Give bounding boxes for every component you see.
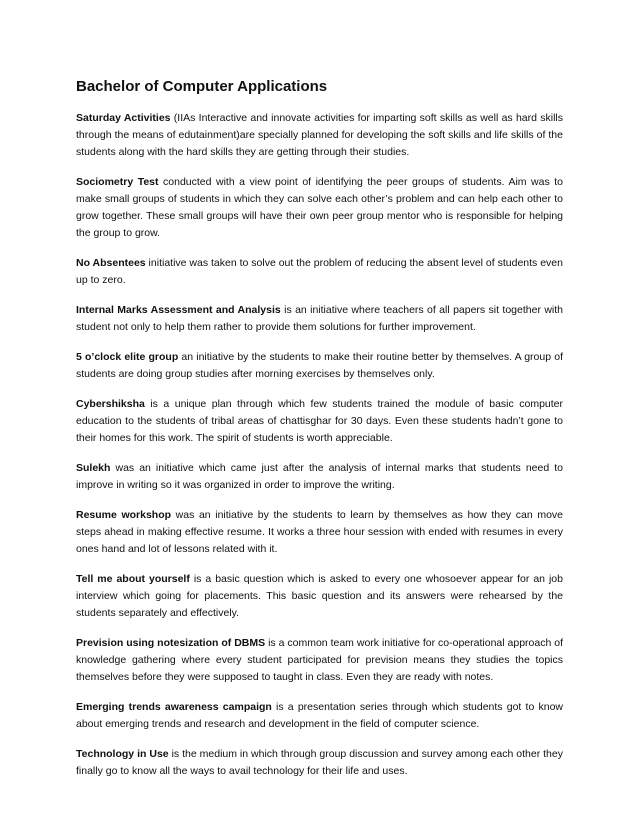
paragraph-tell-me-about-yourself — [76, 571, 563, 622]
paragraph-term: Internal Marks Assessment and Analysis — [76, 304, 281, 316]
paragraph-text: is a presentation series through which students got to know about emerging trends and research and development in the field of computer science. — [76, 701, 564, 730]
paragraph-cybershiksha — [76, 396, 563, 447]
paragraph-elite-group — [76, 349, 563, 383]
paragraph-no-absentees — [76, 255, 563, 289]
paragraph-saturday-activities — [76, 110, 563, 161]
paragraph-term: Prevision using notesization of DBMS — [76, 637, 266, 649]
paragraph-term: 5 o’clock elite group — [76, 351, 179, 363]
paragraph-term: Cybershiksha — [76, 398, 145, 410]
paragraph-text: is a common team work initiative for co-operational approach of knowledge gathering where every student participated for prevision means they studies the topics themselves before they were supposed to taught in class. Even they are ready with notes. — [76, 637, 564, 683]
paragraph-term: Tell me about yourself — [76, 573, 190, 585]
paragraph-text: was an initiative which came just after the analysis of internal marks that students need to improve in writing so it was organized in order to improve the writing. — [76, 462, 563, 491]
page-title: Bachelor of Computer Applications — [76, 78, 328, 95]
paragraph-text: is the medium in which through group discussion and survey among each other they finally go to know all the ways to avail technology for their life and uses. — [76, 748, 563, 777]
paragraph-text: is a unique plan through which few students trained the module of basic computer education to the students of tribal areas of chattisghar for 30 days. Even these students hadn’t gone to their homes for this work. The spirit of students is worth appreciable. — [76, 398, 563, 444]
paragraph-sociometry-test — [76, 174, 563, 242]
paragraph-term: Saturday Activities — [76, 112, 171, 124]
paragraph-text: was an initiative by the students to learn by themselves as how they can move steps ahead in making effective resume. It works a three hour session with ended with resumes in every ones hand and lot of lessons related with it. — [76, 509, 564, 555]
paragraph-text: is an initiative where teachers of all papers sit together with student not only to help them rather to provide them solutions for further improvement. — [76, 304, 564, 333]
paragraph-term: Sociometry Test — [76, 176, 159, 188]
paragraph-emerging-trends — [76, 699, 563, 733]
paragraph-text: (IIAs Interactive and innovate activities for imparting soft skills as well as hard skills through the means of edutainment)are specially planned for developing the soft skills and life skills of the students along with the hard skills they are getting through their studies. — [76, 112, 563, 158]
paragraph-term: Technology in Use — [76, 748, 169, 760]
paragraph-internal-marks — [76, 302, 563, 336]
paragraph-technology-in-use — [76, 746, 563, 780]
paragraph-prevision-dbms — [76, 635, 563, 686]
paragraph-text: initiative was taken to solve out the problem of reducing the absent level of students even up to zero. — [76, 257, 563, 286]
paragraph-text: conducted with a view point of identifying the peer groups of students. Aim was to make small groups of students in which they can solve each other’s problem and can help each other to grow together. These small groups will have their own peer group mentor who is responsible for helping the group to grow. — [76, 176, 563, 239]
paragraph-text: an initiative by the students to make their routine better by themselves. A group of students are doing group studies after morning exercises by themselves only. — [76, 351, 563, 380]
paragraph-sulekh — [76, 460, 563, 494]
paragraph-term: Sulekh — [76, 462, 111, 474]
paragraph-term: Resume workshop — [76, 509, 172, 521]
paragraph-term: No Absentees — [76, 257, 146, 269]
document-page — [76, 78, 563, 793]
paragraph-text: is a basic question which is asked to every one whosoever appear for an job interview which going for placements. This basic question and its answers were rehearsed by the students separately and effectively. — [76, 573, 563, 619]
paragraph-resume-workshop — [76, 507, 563, 558]
paragraph-term: Emerging trends awareness campaign — [76, 701, 272, 713]
